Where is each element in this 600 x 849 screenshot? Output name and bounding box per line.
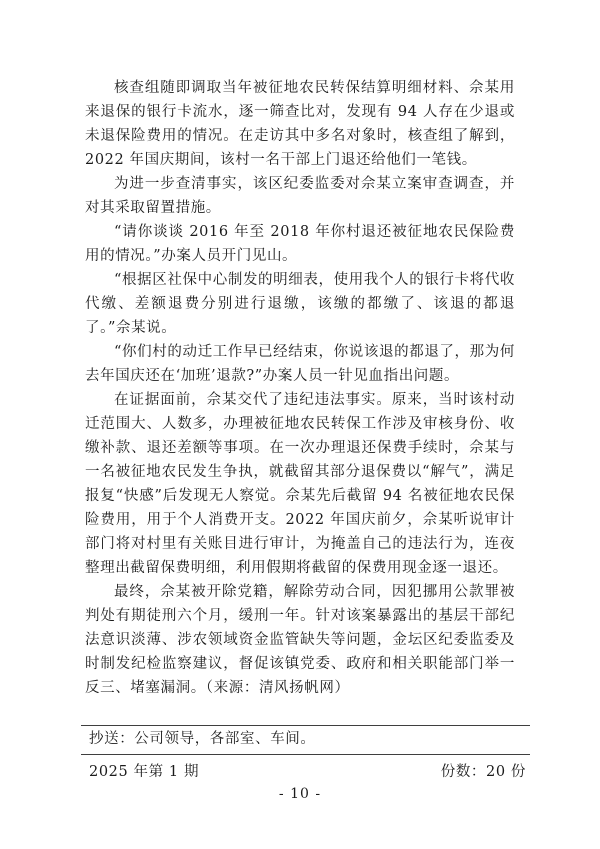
paragraph: “你们村的动迁工作早已经结束，你说该退的都退了，那为何去年国庆还在‘加班’退款?”办案人员一针见血指出问题。 [85, 344, 515, 384]
issue-number: 2025 年第 1 期 [89, 764, 200, 780]
copies-count: 份数：20 份 [440, 764, 526, 780]
document-footer [81, 725, 530, 783]
document-body [85, 76, 515, 700]
page-number: - 10 - [278, 786, 322, 802]
paragraph: “请你谈谈 2016 年至 2018 年你村退还被征地农民保险费用的情况。”办案人员开门见山。 [85, 224, 515, 264]
paragraph: “根据区社保中心制发的明细表，使用我个人的银行卡将代收代缴、差额退费分别进行退缴，该缴的都缴了、该退的都退了。”佘某说。 [85, 272, 515, 336]
cc-line: 抄送：公司领导，各部室、车间。 [89, 731, 316, 747]
paragraph: 为进一步查清事实，该区纪委监委对佘某立案审查调查，并对其采取留置措施。 [85, 176, 515, 216]
paragraph: 核查组随即调取当年被征地农民转保结算明细材料、佘某用来退保的银行卡流水，逐一筛查比对，发现有 94 人存在少退或未退保险费用的情况。在走访其中多名对象时，核查组了解到，2022 年国庆期间，该村一名干部上门退还给他们一笔钱。 [85, 80, 515, 168]
paragraph: 在证据面前，佘某交代了违纪违法事实。原来，当时该村动迁范围大、人数多，办理被征地农民转保工作涉及审核身份、收缴补款、退还差额等事项。在一次办理退还保费手续时，佘某与一名被征地农民发生争执，就截留其部分退保费以“解气”，满足报复“快感”后发现无人察觉。佘某先后截留 94 名被征地农民保险费用，用于个人消费开支。2022 年国庆前夕，佘某听说审计部门将对村里有关账目进行审计，为掩盖自己的违法行为，连夜整理出截留保费明细，利用假期将截留的保费用现金逐一退还。 [85, 392, 515, 576]
paragraph: 最终，佘某被开除党籍，解除劳动合同，因犯挪用公款罪被判处有期徒刑六个月，缓刑一年。针对该案暴露出的基层干部纪法意识淡薄、涉农领域资金监管缺失等问题，金坛区纪委监委及时制发纪检监察建议，督促该镇党委、政府和相关职能部门举一反三、堵塞漏洞。（来源：清风扬帆网） [85, 584, 515, 696]
issue-row [81, 755, 530, 783]
